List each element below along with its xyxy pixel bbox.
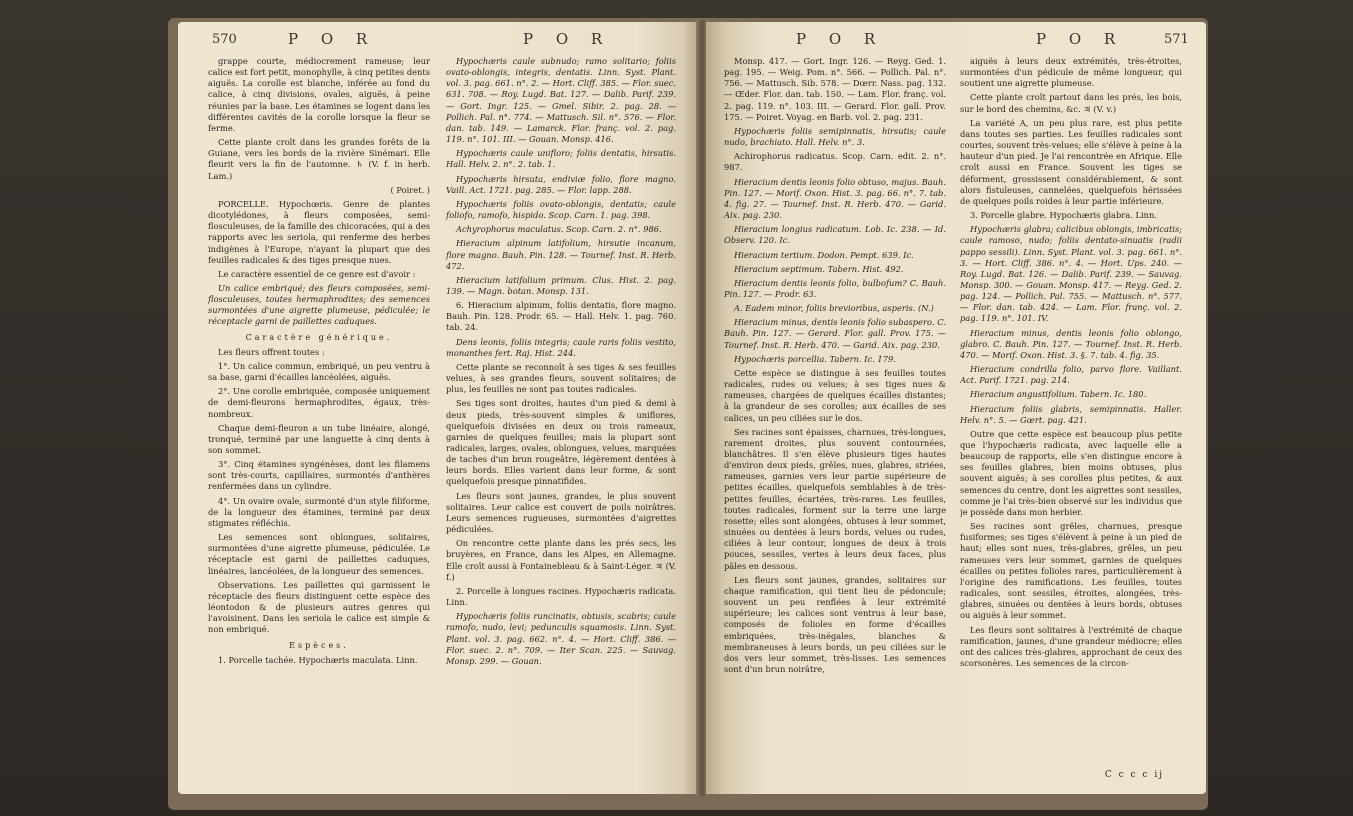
paragraph: Caractère générique. [245, 332, 393, 342]
paragraph: Hieracium septimum. Tabern. Hist. 492. [734, 263, 904, 274]
paragraph: Outre que cette espèce est beaucoup plus petite que l'hypochæris radicata, avec laquelle elle a beaucoup de rapports, elle s'en distingue encore à ses feuilles glabres, bien moins obtuses, plus souvent aiguës; à ses corolles plus petites, & aux semences du centre, dont les aigrettes sont sessiles, comme je l'ai très-bien observé sur les individus que je possède dans mon herbier. [960, 428, 1182, 517]
paragraph: Hypochæris caule subnudo; ramo solitario; foliis ovato-oblongis, integris, dentatis. Linn. Syst. Plant. vol. 3. pag. 661. n°. 2. — Hort. Cliff. 385. — Flor. suec. 631. 708. — Roy. Lugd. Bat. 127. — Dalib. Parif. 239. — Gort. Ingr. 125. — Gmel. Sibir. 2. pag. 28. — Pollich. Pal. n°. 774. — Mattusch. Sil. n°. 576. — Flor. dan. tab. 149. — Lamarck. Flor. franç. vol. 2. pag. 119. n°. 101. III. — Gouan. Monsp. 416. [446, 56, 676, 145]
paragraph: Ses tiges sont droites, hautes d'un pied & demi à deux pieds, très-souvent simples & uniflores, quelquefois divisées en deux ou trois rameaux, garnies de quelques feuilles; mais la plupart sont radicales, larges, ovales, oblongues, velues, marquées de taches d'un brun rougeâtre, légèrement dentées à leurs bords. Elles varient dans leur forme, & sont quelquefois presque pinnatifides. [446, 398, 676, 487]
paragraph: Hieracium condrilla folio, parvo flore. Vaillant. Act. Parif. 1721. pag. 214. [960, 364, 1182, 386]
paragraph: 1°. Un calice commun, embriqué, un peu ventru à sa base, garni d'écailles lancéolées, aiguës. [208, 360, 430, 383]
paragraph: Observations. Les paillettes qui garnissent le réceptacle des fleurs distinguent cette espèce des léontodon & de plusieurs autres genres qui l'avoisinent. Dans les seriola le calice est simple & non embriqué. [208, 579, 430, 635]
paragraph: aiguës à leurs deux extrémités, très-étroites, surmontées d'un pédicule de même longueur, qui soutient une aigrette plumeuse. [960, 56, 1182, 89]
paragraph: Achyrophorus maculatus. Scop. Carn. 2. n°. 986. [456, 224, 662, 235]
paragraph: Cette espèce se distingue à ses feuilles toutes radicales, rudes ou velues; à ses tiges nues & rameuses, chargées de quelques écailles distantes; à la grandeur de ses corolles; aux écailles de ses calices, un peu ciliées sur le dos. [724, 367, 946, 423]
paragraph: 3. Porcelle glabre. Hypochæris glabra. Linn. [970, 210, 1157, 221]
paragraph: PORCELLE. Hypochœris. Genre de plantes dicotylédones, à fleurs composées, semi-flosculeuses, de la famille des chicoracées, qui a des rapports avec les seriola, qui renferme des herbes indigènes à l'Europe, n'ayant la plupart que des feuilles radicales & des tiges presque nues. [208, 198, 430, 265]
left-column-2 [446, 56, 676, 786]
paragraph: 4°. Un ovaire ovale, surmonté d'un style filiforme, de la longueur des étamines, terminé par deux stigmates réfléchis. [208, 495, 430, 528]
right-column-1 [724, 56, 946, 776]
paragraph: 6. Hieracium alpinum, foliis dentatis, flore magno. Bauh. Pin. 128. Prodr. 65. — Hall. Helv. 1. pag. 760. tab. 24. [446, 300, 676, 333]
paragraph: Hieracium latifolium primum. Clus. Hist. 2. pag. 139. — Magn. botan. Monsp. 131. [446, 274, 676, 296]
paragraph: Hieracium angustifolium. Tabern. Ic. 180. [970, 389, 1147, 400]
paragraph: Un calice embriqué; des fleurs composées, semi-flosculeuses, toutes hermaphrodites; des semences surmontées d'une aigrette plumeuse, pédiculée; le réceptacle garni de paillettes caduques. [208, 282, 430, 327]
paragraph: 2°. Une corolle embriquée, composée uniquement de demi-fleurons hermaphrodites, égaux, très-nombreux. [208, 386, 430, 419]
paragraph: Cette plante croît dans les grandes forêts de la Guiane, vers les bords de la rivière Sinémari. Elle fleurit vers la fin de l'automne. ♄ (V. f. in herb. Lam.) [208, 137, 430, 181]
paragraph: Les fleurs offrent toutes : [218, 346, 325, 357]
paragraph: Les fleurs sont solitaires à l'extrémité de chaque ramification, jaunes, d'une grandeur médiocre; elles ont des calices très-glabres, approchant de ceux des scorsonères. Les semences de la circon- [960, 624, 1182, 668]
right-running-head: P O R [796, 30, 885, 48]
paragraph: Les fleurs sont jaunes, grandes, le plus souvent solitaires. Leur calice est couvert de poils noirâtres. Leurs semences rugueuses, surmontées d'aigrettes pédiculées. [446, 490, 676, 535]
paragraph: Hypochæris foliis ovato-oblongis, dentatis; caule foliofo, ramofo, hispido. Scop. Carn. 1. pag. 398. [446, 198, 676, 221]
paragraph: 1. Porcelle tachée. Hypochæris maculata. Linn. [218, 654, 418, 665]
paragraph: La variété A, un peu plus rare, est plus petite dans toutes ses parties. Les feuilles radicales sont courtes, souvent très-velues; elle s'élève à peine à la hauteur d'un pied. Je l'ai rencontrée en Afrique. Elle croît aussi en France. Souvent les tiges se déforment, grossissent considérablement, & sont alors fistuleuses, cannelées, quelquefois hérissées de quelques poils roides à leur partie inférieure. [960, 117, 1182, 206]
paragraph: Les semences sont oblongues, solitaires, surmontées d'une aigrette plumeuse, pédiculée. Le réceptacle est garni de paillettes caduques, linéaires, lancéolées, de la longueur des semences. [208, 532, 430, 576]
paragraph: Dens leonis, foliis integris; caule raris foliis vestito, monanthes fert. Raj. Hist. 244. [446, 336, 676, 358]
paragraph: Hieracium minus, dentis leonis folio subasperо. C. Bauh. Pin. 127. — Gerard. Flor. gall. Prov. 175. — Tournef. Inst. R. Herb. 470. — Garid. Aix. pag. 230. [724, 317, 946, 350]
paragraph: Hieracium foliis glabris, semipinnatis. Haller. Helv. n°. 5. — Gœrt. pag. 421. [960, 403, 1182, 425]
paragraph: Hypochæris glabra; calicibus oblongis, imbricatis; caule ramoso, nudo; foliis dentato-sinuatis (radii pappo sessili). Linn. Syst. Plant. vol. 3. pag. 661. n°. 3. — Hort. Cliff. 386. n°. 4. — Hort. Ups. 240. — Roy. Lugd. Bat. 126. — Dalib. Parif. 239. — Sauvag. Monsp. 300. — Gouan. Monsp. 417. — Reyg. Ged. 2. pag. 124. — Pollich. Pal. 755. — Mattusch. n°. 577. — Flor. dan. tab. 424. — Lam. Flor. franç. vol. 2. pag. 119. n°. 101. IV. [960, 224, 1182, 324]
paragraph: grappe courte, médiocrement rameuse; leur calice est fort petit, monophylle, à cinq petites dents aiguës. La corolle est blanche, inférée au fond du calice, à cinq divisions, ovales, aiguës, à peine réunies par la base. Les étamines se logent dans les différentes cavités de la corolle lorsque la fleur se ferme. [208, 56, 430, 133]
signature-mark: C c c c ij [1104, 770, 1164, 780]
paragraph: Chaque demi-fleuron a un tube linéaire, alongé, tronqué, terminé par une languette à cinq dents à son sommet. [208, 422, 430, 455]
left-column-1 [208, 56, 430, 786]
right-page-number: 571 [1164, 32, 1189, 47]
paragraph: Cette plante se reconnoît à ses tiges & ses feuilles velues, à ses grandes fleurs, souvent solitaires; de plus, les feuilles ne sont pas toutes radicales. [446, 361, 676, 395]
paragraph: Hieracium dentis leonis folio obtuso, majus. Bauh. Pin. 127. — Morif. Oxon. Hist. 3. pag. 66. n°. 7. tab. 4. fig. 27. — Tournef. Inst. R. Herb. 470. — Garid. Aix. pag. 230. [724, 176, 946, 221]
paragraph: Hypochæris foliis semipinnatis, hirsutis; caule nudo, brachiato. Hall. Helv. n°. 3. [724, 125, 946, 148]
paragraph: Hypochæris hirsuta, endiviæ folio, flore magno. Vaill. Act. 1721. pag. 285. — Flor. lapp. 288. [446, 173, 676, 195]
paragraph: Hypochæris caule unifloro; foliis dentatis, hirsutis. Hall. Helv. 2. n°. 2. tab. 1. [446, 148, 676, 170]
paragraph: Hieracium dentis leonis folio, bulbofum? C. Bauh. Pin. 127. — Prodr. 63. [724, 277, 946, 299]
paragraph: Le caractère essentiel de ce genre est d'avoir : [218, 268, 416, 279]
paragraph: Espèces. [289, 640, 349, 650]
paragraph: Monsp. 417. — Gort. Ingr. 126. — Reyg. Ged. 1. pag. 195. — Weig. Pom. n°. 566. — Pollich. Pal. n°. 756. — Mattusch. Sib. 578. — Dœrr. Nass. pag. 132. — Œder. Flor. dan. tab. 150. — Lam. Flor. franç. vol. 2. pag. 119. n°. 103. III. — Gerard. Flor. gall. Prov. 175. — Poiret. Voyag. en Barb. vol. 2. pag. 231. [724, 56, 946, 122]
paragraph: Hypochæris foliis runcinatis, obtusis, scabris; caule ramofo, nudo, levi; pedunculis squamosis. Linn. Syst. Plant. vol. 3. pag. 662. n°. 4. — Hort. Cliff. 386. — Flor. suec. 2. n°. 709. — Iter Scan. 225. — Sauvag. Monsp. 299. — Gouan. [446, 611, 676, 666]
paragraph: On rencontre cette plante dans les prés secs, les bruyères, en France, dans les Alpes, en Allemagne. Elle croît aussi à Fontainebleau & à Saint-Léger. ♃ (V. f.) [446, 538, 676, 582]
paragraph: Hypochæris porcellia. Tabern. Ic. 179. [734, 353, 896, 364]
paragraph: 2. Porcelle à longues racines. Hypochæris radicata. Linn. [446, 585, 676, 608]
paragraph: 3°. Cinq étamines syngénèses, dont les filamens sont très-courts, capillaires, surmontés d'anthères renfermées dans un cylindre. [208, 459, 430, 492]
paragraph: Achirophorus radicatus. Scop. Carn. edit. 2. n°. 987. [724, 151, 946, 173]
paragraph: Hieracium longius radicatum. Lob. Ic. 238. — Id. Observ. 120. Ic. [724, 224, 946, 246]
paragraph: ( Poiret. ) [390, 184, 430, 195]
left-page-number: 570 [212, 32, 237, 47]
right-column-2 [960, 56, 1182, 776]
paragraph: Ses racines sont épaisses, charnues, très-longues, rarement droites, plus souvent contournées, blanchâtres. Il s'en élève plusieurs tiges hautes d'environ deux pieds, grêles, nues, glabres, striées, rameuses, garnies vers leur partie supérieure de petites écailles, quelquefois semblables à de très-petites feuilles, écartées, très-rares. Les feuilles, toutes radicales, forment sur la terre une large rosette; elles sont alongées, obtuses à leur sommet, sinuées ou dentées à leurs bords, velues ou rudes, ciliées à leur contour, longues de deux à trois pouces, sessiles, vertes à leurs deux faces, plus pâles en dessous. [724, 426, 946, 571]
paragraph: Hieracium minus, dentis leonis folio oblongo, glabro. C. Bauh. Pin. 127. — Tournef. Inst. R. Herb. 470. — Morif. Oxon. Hist. 3. §. 7. tab. 4. fig. 35. [960, 327, 1182, 360]
left-page [178, 22, 698, 794]
right-page [706, 22, 1206, 794]
left-running-head: P O R [288, 30, 377, 48]
right-running-head-2: P O R [1036, 30, 1125, 48]
paragraph: Ses racines sont grêles, charnues, presque fusiformes; ses tiges s'élèvent à peine à un pied de haut; elles sont nues, très-glabres, grêles, un peu rameuses vers leur sommet, garnies de quelques écailles ou petites folioles rares, particulièrement à l'origine des ramifications. Les feuilles, toutes radicales, sont sessiles, étroites, alongées, très-glabres, sinuées ou dentées à leurs bords, obtuses ou aiguës à leur sommet. [960, 521, 1182, 621]
paragraph: Hieracium alpinum latifolium, hirsutie incanum, flore magno. Bauh. Pin. 128. — Tournef. Inst. R. Herb. 472. [446, 238, 676, 271]
paragraph: Cette plante croît partout dans les prés, les bois, sur le bord des chemins, &c. ♃ (V. v.) [960, 92, 1182, 114]
paragraph: Les fleurs sont jaunes, grandes, solitaires sur chaque ramification, qui tient lieu de pédoncule; souvent un peu renflées à leur extrémité supérieure; les calices sont ventrus à leur base, composés de folioles en forme d'écailles embriquées, très-inégales, blanches & membraneuses à leurs bords, un peu ciliées sur le dos vers leur sommet, très-lisses. Les semences sont d'un brun noirâtre, [724, 574, 946, 674]
paragraph: A. Eadem minor, foliis brevioribus, asperis. (N.) [734, 303, 934, 314]
paragraph: Hieracium tertium. Dodon. Pempt. 639. Ic. [734, 249, 914, 260]
left-running-head-2: P O R [523, 30, 612, 48]
